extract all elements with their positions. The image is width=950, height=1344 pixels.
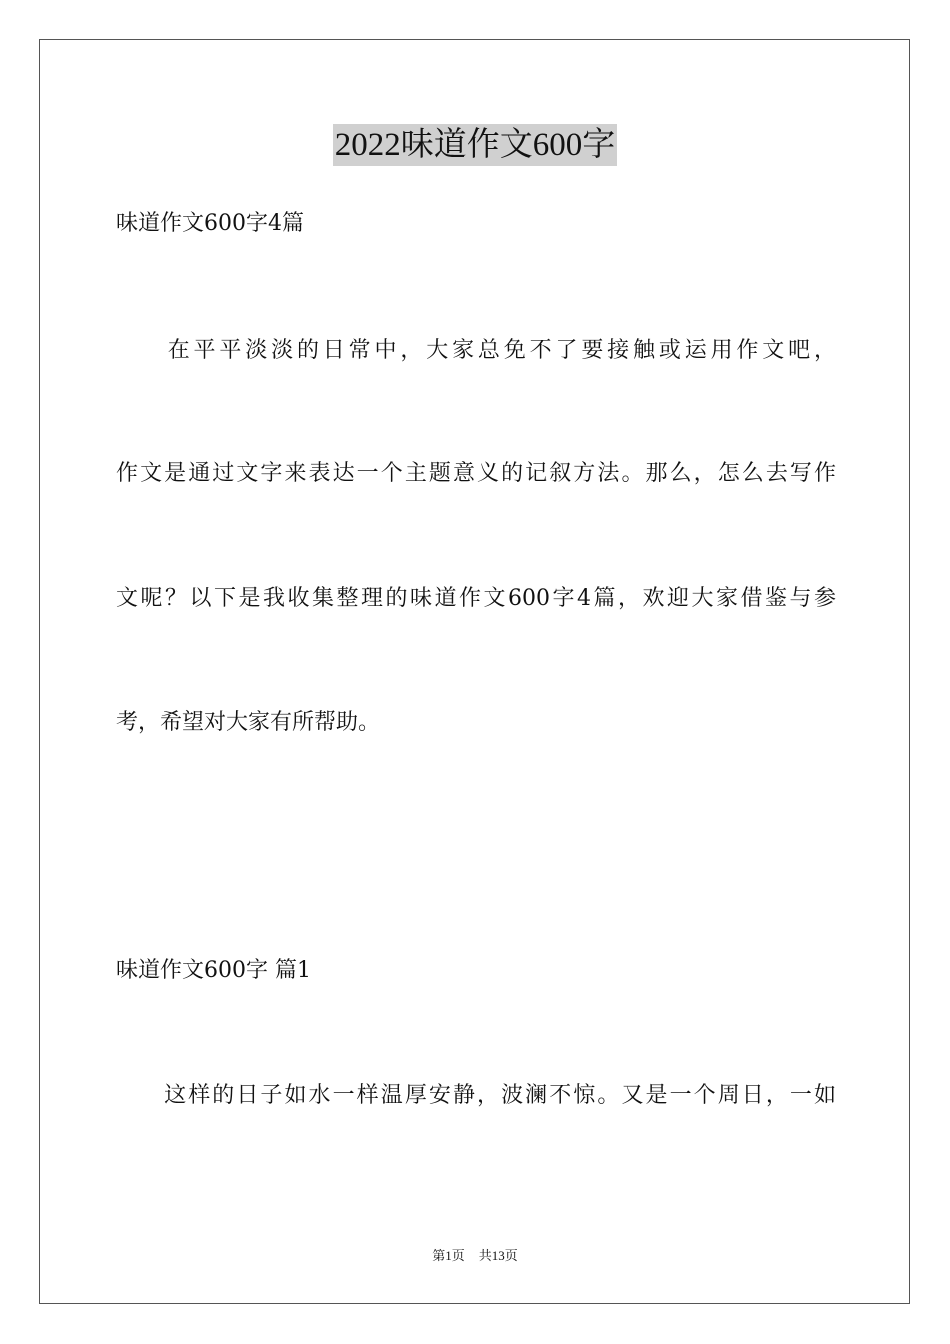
intro-paragraph-line-1: 在平平淡淡的日常中，大家总免不了要接触或运用作文吧， — [116, 338, 836, 363]
intro-paragraph-line-4: 考，希望对大家有所帮助。 — [116, 710, 381, 735]
intro-paragraph-line-3: 文呢？以下是我收集整理的味道作文600字4篇，欢迎大家借鉴与参 — [116, 586, 836, 611]
document-title: 2022味道作文600字 — [333, 124, 618, 166]
page-footer — [0, 1247, 950, 1265]
page-number-current: 第1页 — [432, 1248, 465, 1263]
title-container — [0, 124, 950, 166]
document-subtitle: 味道作文600字4篇 — [116, 211, 304, 236]
page-number-total: 共13页 — [478, 1248, 518, 1263]
section-paragraph-line-1: 这样的日子如水一样温厚安静，波澜不惊。又是一个周日，一如 — [116, 1083, 836, 1108]
section-heading: 味道作文600字 篇1 — [116, 958, 311, 983]
intro-paragraph-line-2: 作文是通过文字来表达一个主题意义的记叙方法。那么，怎么去写作 — [116, 461, 836, 486]
